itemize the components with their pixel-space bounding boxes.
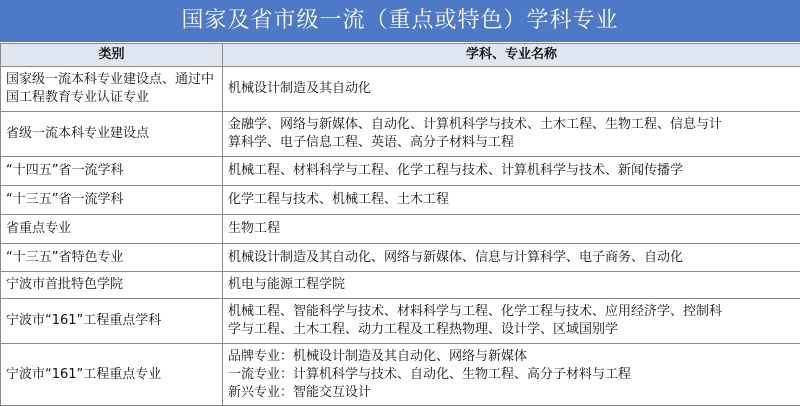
table-row — [1, 157, 800, 186]
subjects-line: 金融学、网络与新媒体、自动化、计算机科学与技术、土木工程、生物工程、信息与计 — [228, 117, 723, 133]
table-row — [1, 67, 800, 112]
subjects-line: 机电与能源工程学院 — [228, 277, 346, 293]
category-cell: 国家级一流本科专业建设点、通过中国工程教育专业认证专业 — [1, 67, 223, 112]
category-cell: “十四五”省一流学科 — [1, 157, 223, 186]
subjects-line: 品牌专业：机械设计制造及其自动化、网络与新媒体 — [228, 348, 528, 364]
subjects-line: 生物工程 — [228, 220, 281, 236]
subjects-line: 化学工程与技术、机械工程、土木工程 — [228, 192, 450, 207]
subjects-cell — [223, 299, 800, 344]
subjects-cell — [223, 112, 800, 157]
category-column-header: 类别 — [1, 44, 223, 67]
table-row — [1, 299, 800, 344]
subjects-cell — [223, 243, 800, 272]
table-header-row — [1, 44, 800, 67]
subjects-cell — [223, 272, 800, 299]
category-cell: 宁波市“161”工程重点专业 — [1, 344, 223, 406]
subjects-cell — [223, 67, 800, 112]
category-cell: 宁波市首批特色学院 — [1, 272, 223, 299]
subjects-column-header: 学科、专业名称 — [223, 44, 800, 67]
subjects-line: 学与工程、土木工程、动力工程及工程热物理、设计学、区域国别学 — [228, 322, 619, 338]
table-row — [1, 272, 800, 299]
subjects-cell — [223, 344, 800, 406]
subjects-line: 一流专业：计算机科学与技术、自动化、生物工程、高分子材料与工程 — [228, 366, 632, 382]
category-cell: 宁波市“161”工程重点学科 — [1, 299, 223, 344]
page-title: 国家及省市级一流（重点或特色）学科专业 — [0, 0, 800, 42]
table-row — [1, 243, 800, 272]
subjects-line: 机械设计制造及其自动化、网络与新媒体、信息与计算科学、电子商务、自动化 — [228, 249, 684, 265]
subjects-line: 机械工程、智能科学与技术、材料科学与工程、化学工程与技术、应用经济学、控制科 — [228, 304, 723, 320]
subjects-line: 新兴专业：智能交互设计 — [228, 384, 372, 400]
subjects-table — [0, 43, 800, 406]
category-cell: 省重点专业 — [1, 214, 223, 243]
table-row — [1, 344, 800, 406]
category-cell: “十三五”省一流学科 — [1, 186, 223, 215]
table-row — [1, 112, 800, 157]
subjects-cell — [223, 214, 800, 243]
subjects-cell — [223, 157, 800, 186]
table-row — [1, 214, 800, 243]
subjects-line: 机械工程、材料科学与工程、化学工程与技术、计算机科学与技术、新闻传播学 — [228, 163, 684, 179]
category-cell: 省级一流本科专业建设点 — [1, 112, 223, 157]
table-row — [1, 186, 800, 215]
subjects-line: 算科学、电子信息工程、英语、高分子材料与工程 — [228, 135, 515, 151]
subjects-line: 机械设计制造及其自动化 — [228, 81, 372, 97]
subjects-cell — [223, 186, 800, 215]
category-cell: “十三五”省特色专业 — [1, 243, 223, 272]
